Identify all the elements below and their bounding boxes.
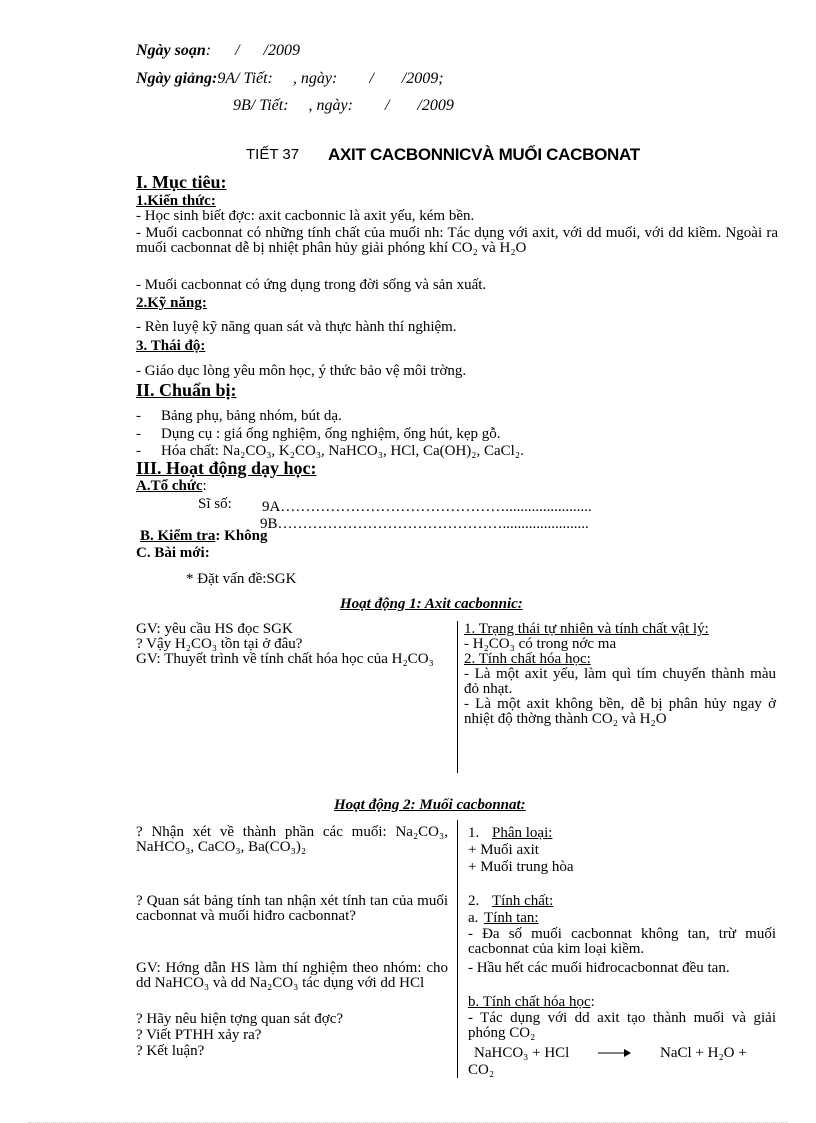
hd2-tchh-heading: b. Tính chất hóa học:	[468, 994, 595, 1010]
to-chuc-heading: A.Tổ chức	[136, 478, 203, 494]
kien-thuc-1: - Học sinh biết đợc: axit cacbonnic là axit yếu, kém bền.	[136, 208, 475, 224]
hd2-divider	[457, 820, 458, 1078]
kien-thuc-heading: 1.Kiến thức:	[136, 193, 216, 209]
hd2-eq-end: CO₂	[468, 1062, 495, 1078]
kien-thuc-2: - Muối cacbonnat có những tính chất của muối nh: Tác dụng với axit, với dd muối, với dd kiềm. Ngoài ra muối cacbonnat dễ bị nhiệt phân hủy giải phóng khí CO₂ và H₂O	[136, 225, 778, 256]
hd2-left-3: GV: Hớng dẫn HS làm thí nghiệm theo nhóm: cho dd NaHCO₃ và dd Na₂CO₃ tác dụng với dd HCl	[136, 960, 448, 991]
ngay-giang-9a-line	[136, 70, 444, 88]
chuan-bi-item: - Dụng cụ : giá ống nghiệm, ống nghiệm, ống hút, kẹp gỗ.	[136, 426, 501, 442]
si-so-9a: 9A……………………………………….......................	[262, 499, 592, 515]
chuan-bi-item: - Hóa chất: Na₂CO₃, K₂CO₃, NaHCO₃, HCl, Ca(OH)₂, CaCl₂.	[136, 443, 524, 459]
lesson-title: AXIT CACBONNICVÀ MUỐI CACBONAT	[328, 145, 640, 164]
lesson-number: TIẾT 37	[246, 146, 300, 163]
hd1-left-col	[136, 622, 448, 667]
hd1-left-2: ? Vậy H₂CO₃ tồn tại ở đâu?	[136, 636, 303, 652]
hd1-left-1: GV: yêu cầu HS đọc SGK	[136, 621, 293, 637]
ngay-giang-9a: 9A/ Tiết: , ngày: / /2009;	[217, 70, 444, 87]
ngay-giang-label: Ngày giảng:	[136, 70, 218, 87]
hd2-left-1: ? Nhận xét về thành phần các muối: Na₂CO₃, NaHCO₃, CaCO₃, Ba(CO₃)₂	[136, 824, 448, 855]
hd2-eq-left: NaHCO₃ + HCl	[474, 1045, 570, 1061]
hd1-right-1: - H₂CO₃ có trong nớc ma	[464, 636, 617, 652]
hd2-muoi-axit: + Muối axit	[468, 842, 539, 858]
hd2-tinh-tan: a. Tính tan:	[468, 910, 539, 926]
kiem-tra-line: B. Kiểm tra: Không	[140, 528, 268, 544]
ky-nang-1: - Rèn luyệ kỹ năng quan sát và thực hành thí nghiệm.	[136, 319, 457, 335]
hd2-left-6: ? Kết luận?	[136, 1043, 205, 1059]
hd1-left-3: GV: Thuyết trình về tính chất hóa học của H₂CO₃	[136, 651, 434, 667]
hd2-left-2: ? Quan sát bảng tính tan nhận xét tính tan của muối cacbonnat và muối hiđro cacbonnat?	[136, 893, 448, 924]
hd1-divider	[457, 621, 458, 773]
dat-van-de: * Đặt vấn đề:SGK	[186, 571, 297, 587]
hd2-title: Hoạt động 2: Muối cacbonnat:	[334, 797, 526, 813]
hd2-tinh-tan-2: - Hầu hết các muối hiđrocacbonnat đều tan.	[468, 960, 730, 976]
hoat-dong-heading: III. Hoạt động dạy học:	[136, 458, 317, 478]
hd2-tinh-tan-1: - Đa số muối cacbonnat không tan, trừ muối cacbonnat của kim loại kiềm.	[468, 926, 776, 957]
hd2-tchh-1: - Tác dụng với dd axit tạo thành muối và giải phóng CO₂	[468, 1010, 776, 1041]
thai-do-1: - Giáo dục lòng yêu môn học, ý thức bảo vệ môi trờng.	[136, 363, 467, 379]
hd1-right-col	[464, 622, 776, 727]
thai-do-heading: 3. Thái độ:	[136, 338, 206, 354]
bai-moi-heading: C. Bài mới:	[136, 545, 210, 561]
muc-tieu-heading: I. Mục tiêu:	[136, 172, 227, 192]
hd2-left-4: ? Hãy nêu hiện tợng quan sát đợc?	[136, 1011, 344, 1027]
ngay-giang-9b: 9B/ Tiết: , ngày: / /2009	[233, 97, 454, 114]
hd1-title: Hoạt động 1: Axit cacbonnic:	[340, 596, 523, 612]
si-so-label: Sĩ số:	[198, 496, 232, 512]
kien-thuc-3: - Muối cacbonnat có ứng dụng trong đời sống và sản xuất.	[136, 277, 487, 293]
ngay-soan-label: Ngày soạn	[136, 42, 206, 59]
hd2-tinh-chat: 2. Tính chất:	[468, 893, 554, 909]
hd2-phan-loai: 1. Phân loại:	[468, 825, 553, 841]
hd1-right-2: - Là một axit yếu, làm quì tím chuyển thành màu đỏ nhạt.	[464, 666, 776, 697]
hd2-eq-right: NaCl + H₂O +	[660, 1045, 747, 1061]
hd2-muoi-trung-hoa: + Muối trung hòa	[468, 859, 574, 875]
ngay-soan-value: : / /2009	[205, 42, 300, 59]
hd2-left-5: ? Viết PTHH xảy ra?	[136, 1027, 262, 1043]
ngay-soan-line	[136, 42, 300, 60]
reaction-arrow-icon	[598, 1048, 632, 1058]
si-so-9b: 9B……………………………………….......................	[260, 516, 589, 532]
hd1-right-3: - Là một axit không bền, dễ bị phân hủy ngay ở nhiệt độ thờng thành CO₂ và H₂O	[464, 696, 776, 727]
ky-nang-heading: 2.Kỹ năng:	[136, 295, 207, 311]
hd1-right-h2: 2. Tính chất hóa học:	[464, 651, 591, 667]
hd1-right-h1: 1. Trạng thái tự nhiên và tính chất vật lý:	[464, 621, 709, 637]
chuan-bi-item: - Bảng phụ, bảng nhóm, bút dạ.	[136, 408, 342, 424]
to-chuc-line: A.Tổ chức:	[136, 478, 207, 494]
chuan-bi-heading: II. Chuẩn bị:	[136, 380, 237, 400]
